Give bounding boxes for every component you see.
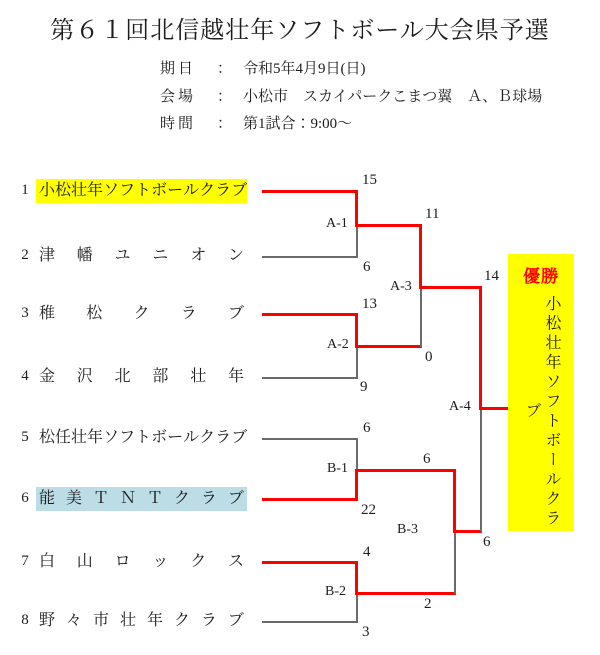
team-name-char: 幡 (76, 247, 93, 264)
match-label-a3: A-3 (390, 279, 412, 294)
team-name-char: ン (227, 247, 244, 264)
team-seed-7: 7 (21, 553, 29, 569)
bracket-vline-a2-top (355, 313, 358, 348)
team-seed-4: 4 (21, 368, 29, 384)
bracket-line-team8 (262, 621, 358, 623)
team-name-char: 年 (87, 429, 104, 446)
team-seed-5: 5 (21, 429, 29, 445)
team-name-char: ラ (215, 429, 232, 446)
team-name-char: ク (199, 429, 216, 446)
match-label-b2: B-2 (325, 584, 346, 599)
bracket-line-team2 (262, 256, 358, 258)
team-name-char: 松 (55, 182, 72, 199)
team-name-char: ル (183, 429, 200, 446)
team-name-4 (36, 365, 247, 389)
team-name-char: Ｎ (119, 490, 136, 507)
team-name-char: ブ (227, 305, 244, 322)
team-name-char: ソ (103, 429, 120, 446)
team-name-char: フ (119, 429, 136, 446)
team-name-char: ユ (114, 247, 131, 264)
bracket-line-b1-winner (355, 469, 456, 472)
team-name-char: 壮 (71, 182, 88, 199)
team-seed-1: 1 (21, 182, 29, 198)
score-team1: 15 (362, 172, 377, 188)
score-team5: 6 (363, 420, 371, 436)
team-name-char: ス (227, 553, 244, 570)
date-label: 期日 (160, 61, 197, 77)
date-colon: ： (217, 61, 233, 77)
venue-value: 小松市 スカイパークこまつ翼 Ａ、Ｂ球場 (243, 89, 543, 105)
bracket-line-team4 (262, 377, 358, 379)
team-name-char: 壮 (119, 612, 136, 629)
team-name-char: ブ (227, 490, 244, 507)
team-name-7 (36, 550, 247, 574)
team-name-char: 年 (227, 368, 244, 385)
team-name-char: 金 (39, 368, 56, 385)
match-label-a1: A-1 (326, 216, 348, 231)
match-label-b1: B-1 (327, 461, 348, 476)
team-name-char: ボ (151, 429, 168, 446)
team-name-char: ラ (200, 612, 217, 629)
bracket-line-a2-winner (355, 345, 422, 348)
score-team4: 9 (360, 379, 368, 395)
team-name-char: ラ (200, 490, 217, 507)
bracket-vline-a3-top (419, 224, 422, 289)
team-name-char: 津 (39, 247, 56, 264)
bracket-line-a1-winner (355, 224, 422, 227)
bracket-line-team1 (262, 190, 358, 193)
team-name-char: ニ (152, 247, 169, 264)
bracket-line-b2-winner (355, 592, 456, 595)
venue-colon: ： (217, 89, 233, 105)
team-name-char: フ (119, 182, 136, 199)
score-team2: 6 (363, 259, 371, 275)
bracket-vline-b2-top (355, 561, 358, 595)
bracket-vline-b3-top (453, 469, 456, 533)
score-team6: 22 (361, 502, 376, 518)
bracket-vline-a1-bottom (356, 225, 358, 258)
bracket-line-team3 (262, 313, 358, 316)
team-name-char: ク (199, 182, 216, 199)
team-name-char: 山 (76, 553, 93, 570)
team-name-char: 野 (39, 612, 56, 629)
team-name-1 (36, 179, 247, 203)
time-colon: ： (217, 116, 233, 132)
team-name-char: ト (135, 429, 152, 446)
team-name-char: ロ (114, 553, 131, 570)
team-name-char: 壮 (71, 429, 88, 446)
team-name-char: Ｔ (92, 490, 109, 507)
team-name-char: 年 (87, 182, 104, 199)
score-a3-winner: 14 (484, 268, 499, 284)
bracket-vline-a4-top (479, 286, 482, 410)
team-name-char: ブ (231, 182, 248, 199)
bracket-line-a3-winner (419, 286, 482, 289)
venue-label: 会場 (160, 89, 197, 105)
team-name-char: ー (167, 182, 184, 199)
team-name-char: ラ (180, 305, 197, 322)
champion-box (508, 254, 574, 531)
team-name-char: 々 (65, 612, 82, 629)
bracket-vline-a2-bottom (356, 346, 358, 379)
team-name-2 (36, 244, 247, 268)
score-team7: 4 (363, 544, 371, 560)
team-seed-8: 8 (21, 612, 29, 628)
match-label-a4: A-4 (449, 399, 471, 414)
team-name-char: 沢 (76, 368, 93, 385)
bracket-vline-b3-bottom (454, 531, 456, 594)
team-name-char: 白 (39, 553, 56, 570)
team-name-char: 市 (92, 612, 109, 629)
team-name-5 (36, 426, 247, 450)
score-b2-winner: 2 (424, 596, 432, 612)
team-name-char: 松 (39, 429, 56, 446)
team-name-char: 部 (152, 368, 169, 385)
team-name-char: 壮 (190, 368, 207, 385)
team-seed-2: 2 (21, 247, 29, 263)
score-b3-winner: 6 (483, 534, 491, 550)
time-value: 第1試合：9:00～ (243, 116, 353, 132)
team-name-char: 小 (39, 182, 56, 199)
team-seed-6: 6 (21, 490, 29, 506)
team-name-char: ク (133, 305, 150, 322)
team-name-char: ブ (227, 612, 244, 629)
team-name-char: ト (135, 182, 152, 199)
score-a2-winner: 0 (425, 349, 433, 365)
team-name-char: 任 (55, 429, 72, 446)
team-name-char: ク (173, 612, 190, 629)
time-label: 時間 (160, 116, 197, 132)
champion-name: 小松壮年ソフトボールクラブ (523, 295, 560, 529)
team-name-char: 能 (39, 490, 56, 507)
team-name-char: ク (190, 553, 207, 570)
team-name-char: 松 (86, 305, 103, 322)
page-title: 第６１回北信越壮年ソフトボール大会県予選 (50, 18, 550, 44)
team-name-char: ー (167, 429, 184, 446)
team-name-8 (36, 609, 247, 633)
team-name-3 (36, 302, 247, 326)
bracket-line-team6 (262, 498, 358, 501)
bracket-line-b3-winner (453, 530, 482, 533)
bracket-vline-b1-bottom (355, 469, 358, 501)
bracket-vline-b1-top (356, 438, 358, 471)
info-row-time (0, 112, 600, 139)
match-label-b3: B-3 (397, 522, 418, 537)
team-name-char: ル (183, 182, 200, 199)
score-a1-winner: 11 (425, 206, 440, 222)
bracket-vline-a3-bottom (420, 287, 422, 347)
team-name-char: ボ (151, 182, 168, 199)
team-name-char: 年 (146, 612, 163, 629)
bracket-vline-a1-top (355, 190, 358, 227)
bracket-vline-b2-bottom (356, 593, 358, 623)
team-seed-3: 3 (21, 305, 29, 321)
match-label-a2: A-2 (327, 337, 349, 352)
score-b1-winner: 6 (423, 451, 431, 467)
score-team3: 13 (362, 296, 377, 312)
team-name-char: 美 (65, 490, 82, 507)
bracket-vline-a4-bottom (480, 408, 482, 532)
team-name-6 (36, 487, 247, 511)
team-name-char: ソ (103, 182, 120, 199)
score-team8: 3 (362, 624, 370, 640)
champion-label: 優勝 (523, 267, 559, 286)
team-name-char: 稚 (39, 305, 56, 322)
team-name-char: Ｔ (146, 490, 163, 507)
bracket-line-team7 (262, 561, 358, 564)
bracket-line-team5 (262, 438, 358, 440)
date-value: 令和5年4月9日(日) (243, 61, 366, 77)
team-name-char: ラ (215, 182, 232, 199)
team-name-char: オ (190, 247, 207, 264)
team-name-char: ク (173, 490, 190, 507)
team-name-char: ブ (231, 429, 248, 446)
team-name-char: 北 (114, 368, 131, 385)
info-row-venue (0, 85, 600, 112)
bracket-line-champion (479, 407, 509, 410)
info-row-date (0, 57, 600, 84)
team-name-char: ッ (152, 553, 169, 570)
